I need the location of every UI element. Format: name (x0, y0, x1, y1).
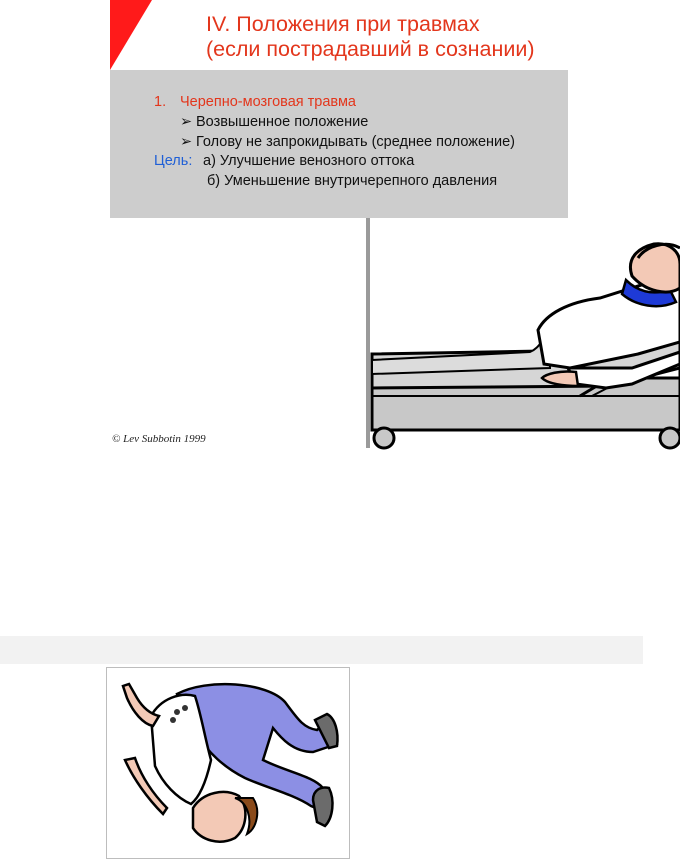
slide (110, 0, 680, 450)
goal-b: б) Уменьшение внутричерепного давления (207, 173, 498, 189)
goal-a: а) Улучшение венозного оттока (203, 153, 415, 169)
bullet-marker-1: ➢ (180, 114, 193, 130)
info-box (110, 70, 568, 218)
slide-title-line-2: (если пострадавший в сознании) (206, 37, 535, 61)
item-title: Черепно-мозговая травма (180, 94, 356, 110)
goal-label: Цель: (154, 153, 193, 169)
bullet-1: Возвышенное положение (196, 114, 369, 130)
item-number: 1. (154, 94, 167, 110)
fallen-person-image (106, 667, 350, 859)
stretcher-patient-illustration (370, 218, 680, 450)
slide-title-line-1: IV. Положения при травмах (206, 12, 480, 36)
bullet-marker-2: ➢ (180, 134, 193, 150)
red-corner-triangle (110, 0, 154, 70)
copyright-text: © Lev Subbotin 1999 (112, 433, 206, 445)
bullet-2: Голову не запрокидывать (среднее положение) (196, 134, 516, 150)
fallen-person-illustration (107, 668, 349, 858)
page-separator-band (0, 636, 643, 664)
